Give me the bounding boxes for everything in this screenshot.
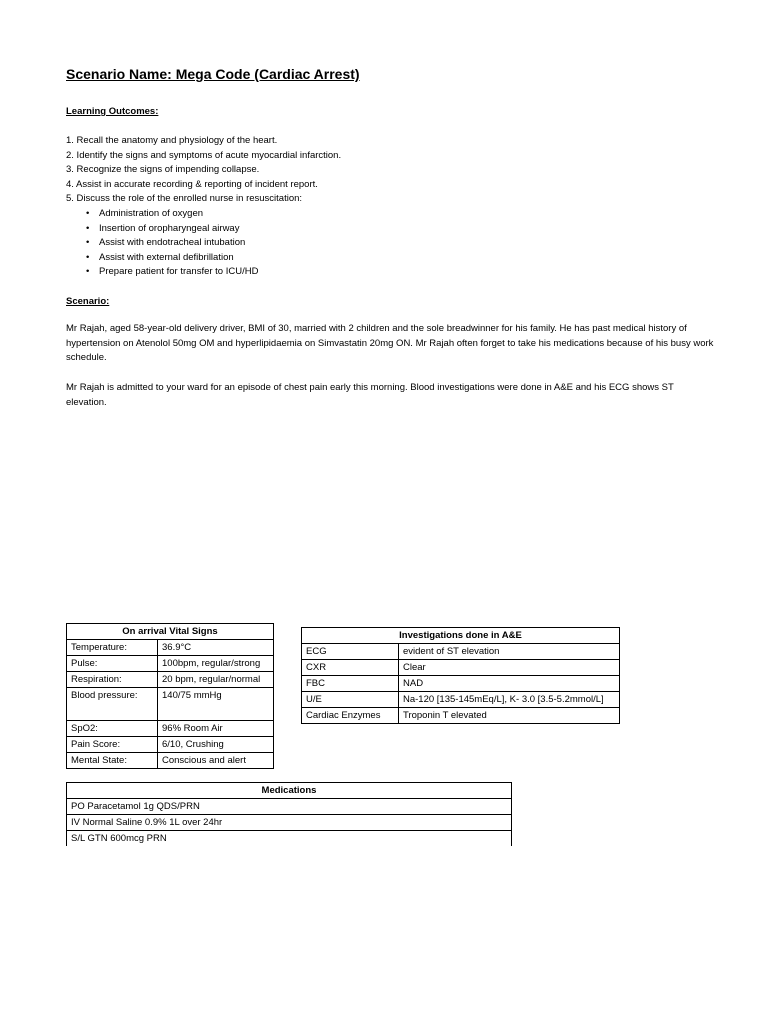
vital-label: Respiration:	[67, 672, 158, 688]
table-row	[67, 831, 512, 847]
table-row	[302, 660, 620, 676]
investigation-name: ECG	[302, 644, 399, 660]
table-row	[67, 640, 274, 656]
vital-label: Temperature:	[67, 640, 158, 656]
investigation-result: evident of ST elevation	[399, 644, 620, 660]
nurse-role-item: • Assist with external defibrillation	[66, 251, 341, 266]
table-row	[302, 708, 620, 724]
nurse-role-item: • Prepare patient for transfer to ICU/HD	[66, 265, 341, 280]
investigations-caption: Investigations done in A&E	[302, 628, 620, 644]
scenario-paragraph: Mr Rajah, aged 58-year-old delivery driver, BMI of 30, married with 2 children and the sole breadwinner for his family. He has past medical history of hypertension on Atenolol 50mg OM and hyperlipidaemia on Simvastatin 20mg ON. Mr Rajah often forget to take his medications because of his busy work schedule.	[66, 323, 714, 364]
vital-value: 36.9°C	[158, 640, 274, 656]
investigation-name: CXR	[302, 660, 399, 676]
vital-value: Conscious and alert	[158, 753, 274, 769]
outcome-item: 3. Recognize the signs of impending collapse.	[66, 164, 260, 176]
medications-table	[66, 782, 512, 846]
table-row	[302, 676, 620, 692]
investigation-result: NAD	[399, 676, 620, 692]
vital-label: Pulse:	[67, 656, 158, 672]
medications-caption: Medications	[67, 783, 512, 799]
medication-item: S/L GTN 600mcg PRN	[67, 831, 512, 847]
table-row	[67, 721, 274, 737]
vital-value: 140/75 mmHg	[158, 688, 274, 721]
table-row	[67, 672, 274, 688]
investigation-name: FBC	[302, 676, 399, 692]
nurse-role-item: • Insertion of oropharyngeal airway	[66, 222, 341, 237]
nurse-role-item: • Assist with endotracheal intubation	[66, 236, 341, 251]
table-row	[67, 656, 274, 672]
nurse-role-item: • Administration of oxygen	[66, 207, 341, 222]
outcome-item: 2. Identify the signs and symptoms of acute myocardial infarction.	[66, 149, 342, 161]
table-row	[67, 737, 274, 753]
investigation-name: U/E	[302, 692, 399, 708]
scenario-paragraph: Mr Rajah is admitted to your ward for an episode of chest pain early this morning. Blood investigations were done in A&E and his ECG shows ST elevation.	[66, 382, 674, 408]
table-row	[67, 815, 512, 831]
medication-item: PO Paracetamol 1g QDS/PRN	[67, 799, 512, 815]
investigation-result: Na-120 [135-145mEq/L], K- 3.0 [3.5-5.2mmol/L]	[399, 692, 620, 708]
investigation-result: Troponin T elevated	[399, 708, 620, 724]
scenario-title: Scenario Name: Mega Code (Cardiac Arrest)	[66, 66, 360, 82]
vital-value: 6/10, Crushing	[158, 737, 274, 753]
vital-signs-caption: On arrival Vital Signs	[67, 624, 274, 640]
table-row	[67, 688, 274, 721]
investigation-name: Cardiac Enzymes	[302, 708, 399, 724]
scenario-heading: Scenario:	[66, 296, 110, 307]
vital-label: Pain Score:	[67, 737, 158, 753]
vital-label: Blood pressure:	[67, 688, 158, 721]
outcome-item: 4. Assist in accurate recording & reporting of incident report.	[66, 178, 318, 190]
learning-outcomes-list	[66, 134, 341, 280]
vital-value: 96% Room Air	[158, 721, 274, 737]
investigations-table	[301, 627, 620, 724]
vital-value: 100bpm, regular/strong	[158, 656, 274, 672]
table-row	[67, 753, 274, 769]
outcome-item: 1. Recall the anatomy and physiology of the heart.	[66, 135, 278, 146]
table-row	[67, 799, 512, 815]
learning-outcomes-heading: Learning Outcomes:	[66, 106, 159, 117]
medication-item: IV Normal Saline 0.9% 1L over 24hr	[67, 815, 512, 831]
outcome-item: 5. Discuss the role of the enrolled nurse in resuscitation:	[66, 193, 303, 205]
vital-signs-table	[66, 623, 274, 769]
vital-value: 20 bpm, regular/normal	[158, 672, 274, 688]
table-row	[302, 692, 620, 708]
investigation-result: Clear	[399, 660, 620, 676]
vital-label: SpO2:	[67, 721, 158, 737]
table-row	[302, 644, 620, 660]
nurse-role-list	[66, 207, 341, 280]
vital-label: Mental State:	[67, 753, 158, 769]
